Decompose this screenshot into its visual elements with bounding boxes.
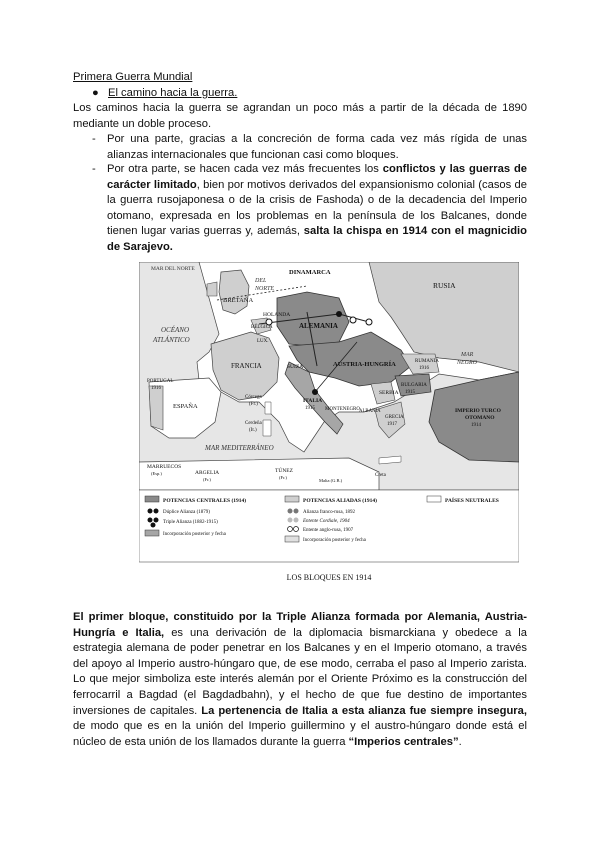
map-label: (Fr.)	[249, 402, 258, 407]
legend-dot	[294, 518, 299, 523]
map-caption: LOS BLOQUES EN 1914	[286, 573, 372, 582]
map-label: ARGELIA	[195, 470, 220, 476]
legend-swatch-allied-later	[285, 536, 299, 542]
intro-paragraph: Los caminos hacia la guerra se agrandan un poco más a partir de la década de 1890 mediante un doble proceso.	[73, 102, 527, 130]
alliance-marker	[366, 319, 372, 325]
map-label: ALEMANIA	[299, 322, 338, 330]
alliance-marker	[312, 389, 318, 395]
legend-label: POTENCIAS CENTRALES (1914)	[163, 498, 247, 504]
region-britain	[219, 270, 249, 314]
main-paragraph	[73, 610, 527, 750]
legend-label: Entente anglo-rusa, 1907	[303, 528, 354, 533]
island-sardinia	[263, 420, 271, 436]
map-label: MONTENEGRO	[325, 407, 360, 412]
map-label: RUMANIA	[415, 359, 439, 364]
map-label: (Fr.)	[203, 477, 211, 482]
bold-run: El primer bloque, constituido por la Triple Alianza formada por Alemania, Austria-Hungría e Italia,	[73, 611, 527, 639]
alliance-marker	[336, 311, 342, 317]
map-label: AUSTRIA-HUNGRÍA	[333, 361, 396, 368]
list-item-text: Por una parte, gracias a la concreción de forma cada vez más rígida de unas alianzas internacionales que funcionan casi como bloques.	[107, 133, 527, 161]
map-label: Creta	[375, 473, 386, 478]
legend-dot	[294, 509, 299, 514]
map-label: RUSIA	[433, 281, 456, 290]
map-label: MAR MEDITERRÁNEO	[205, 444, 274, 452]
map-label: ESPAÑA	[173, 403, 198, 410]
map-label: BÉLGICA	[251, 325, 273, 330]
map-label: 1914	[471, 423, 481, 428]
legend-dot	[154, 509, 159, 514]
legend-dot	[288, 509, 293, 514]
map-label: 1915	[405, 390, 415, 395]
legend-dot	[154, 518, 159, 523]
map-label: (Fr.)	[279, 475, 287, 480]
legend-dot	[148, 518, 153, 523]
alliance-marker	[350, 317, 356, 323]
historical-map-figure	[139, 262, 519, 584]
map-label: Cerdeña	[245, 421, 262, 426]
bold-run: “Imperios centrales”	[348, 735, 459, 748]
map-label: 1917	[387, 422, 397, 427]
bold-run: La pertenencia de Italia a esta alianza fue siempre insegura,	[201, 704, 527, 717]
map-label: Córcega	[245, 395, 262, 400]
legend-dot	[288, 518, 293, 523]
map-label: Malta (G.B.)	[319, 478, 343, 483]
region-portugal	[149, 386, 163, 430]
legend-label: Triple Alianza (1882-1915)	[163, 520, 218, 525]
legend-label: Incorporación posterior y fecha	[163, 532, 226, 537]
section-bullet	[92, 86, 237, 102]
map-label: 1916	[151, 386, 161, 391]
map-label: FRANCIA	[231, 362, 262, 370]
map-label: PORTUGAL	[147, 379, 174, 384]
map-label: OTOMANO	[465, 415, 495, 421]
legend-label: Entente Cordiale, 1904	[303, 519, 350, 524]
map-label: SUIZA	[287, 364, 304, 370]
section-heading: El camino hacia la guerra.	[108, 87, 238, 99]
map-label: ALBANIA	[359, 409, 381, 414]
text-run: Por otra parte, se hacen cada vez más frecuentes los	[107, 163, 383, 175]
map-label: (It.)	[249, 428, 257, 433]
bullet-dot-icon: ●	[92, 87, 99, 99]
legend-label: Alianza franco-rusa, 1892	[303, 510, 356, 515]
map-label: NORTE	[255, 286, 275, 292]
map-label: HOLANDA	[263, 312, 291, 318]
legend-dot	[151, 523, 156, 528]
legend-label: POTENCIAS ALIADAS (1914)	[303, 498, 377, 504]
map-label: BRETAÑA	[223, 297, 254, 304]
map-label: LUX.	[257, 339, 269, 344]
map-label: OCÉANO	[161, 326, 189, 334]
list-item	[92, 162, 527, 256]
region-north-africa	[139, 458, 379, 490]
map-label: 1915	[305, 406, 315, 411]
map-label: TÚNEZ	[275, 468, 294, 474]
legend-swatch-allied	[285, 496, 299, 502]
text-run: es una derivación de la diplomacia bismarckiana y obedece a la estrategia alemana de poder penetrar en los Balcanes y en el Imperio otomano, a través del apoyo al Imperio austro-húngaro que, de ese modo, cerraba el paso al Imperio zarista. Lo que mejor simboliza este interés alemán por el Oriente Próximo es la construcción del ferrocarril a Bagdad (el Bagdadbahn), y el hecho de que fue destino de importantes inversiones de capitales.	[73, 626, 528, 717]
map-label: BULGARIA	[401, 383, 427, 388]
text-run: .	[458, 735, 462, 748]
region-ireland	[207, 282, 217, 296]
map-label: ATLÁNTICO	[153, 336, 190, 344]
map-label: DINAMARCA	[289, 269, 331, 276]
map-label: SERBIA	[379, 390, 399, 396]
text-run: de modo que es en la unión del Imperio guillermino y el austro-húngaro donde está el núcleo de esta unión de los llamados durante la guerra	[73, 720, 527, 748]
legend-dot	[294, 527, 299, 532]
island-corsica	[265, 402, 271, 414]
map-label: MARRUECOS	[147, 464, 182, 470]
legend-swatch-central-later	[145, 530, 159, 536]
legend-label: PAÍSES NEUTRALES	[445, 498, 499, 504]
legend-label: Dúplice Alianza (1879)	[163, 510, 210, 515]
map-label: 1916	[419, 366, 429, 371]
bold-run: conflictos y las guerras de carácter limitado	[107, 163, 527, 191]
text-run: , bien por motivos derivados del expansionismo colonial (casos de la guerra rusojaponesa o de la crisis de Fashoda) o de la decadencia del Imperio otomano, expresada en los problemas en la península de los Balcanes, donde tienen lugar varias guerras y, además,	[107, 178, 527, 238]
map-label: MAR DEL NORTE	[151, 266, 195, 272]
document-title: Primera Guerra Mundial	[73, 71, 193, 83]
legend-swatch-central	[145, 496, 159, 502]
dash-marker: -	[92, 163, 96, 175]
legend-label: Incorporación posterior y fecha	[303, 538, 366, 543]
list-item	[92, 132, 527, 163]
legend-dot	[288, 527, 293, 532]
legend-swatch-neutral	[427, 496, 441, 502]
map-label: IMPERIO TURCO	[455, 408, 501, 414]
bold-run: salta la chispa en 1914 con el magnicidio de Sarajevo.	[107, 225, 527, 253]
map-label: DEL	[255, 278, 267, 284]
region-germany	[277, 292, 349, 346]
map-label: ITALIA	[303, 398, 323, 404]
map-label: MAR	[461, 352, 474, 358]
map-label: GRECIA	[385, 415, 404, 420]
list-item-text	[107, 162, 527, 256]
map-svg	[139, 262, 519, 584]
map-label: (Esp.)	[151, 471, 162, 476]
legend-dot	[148, 509, 153, 514]
map-label: NEGRO	[457, 360, 477, 366]
dash-marker: -	[92, 133, 96, 145]
